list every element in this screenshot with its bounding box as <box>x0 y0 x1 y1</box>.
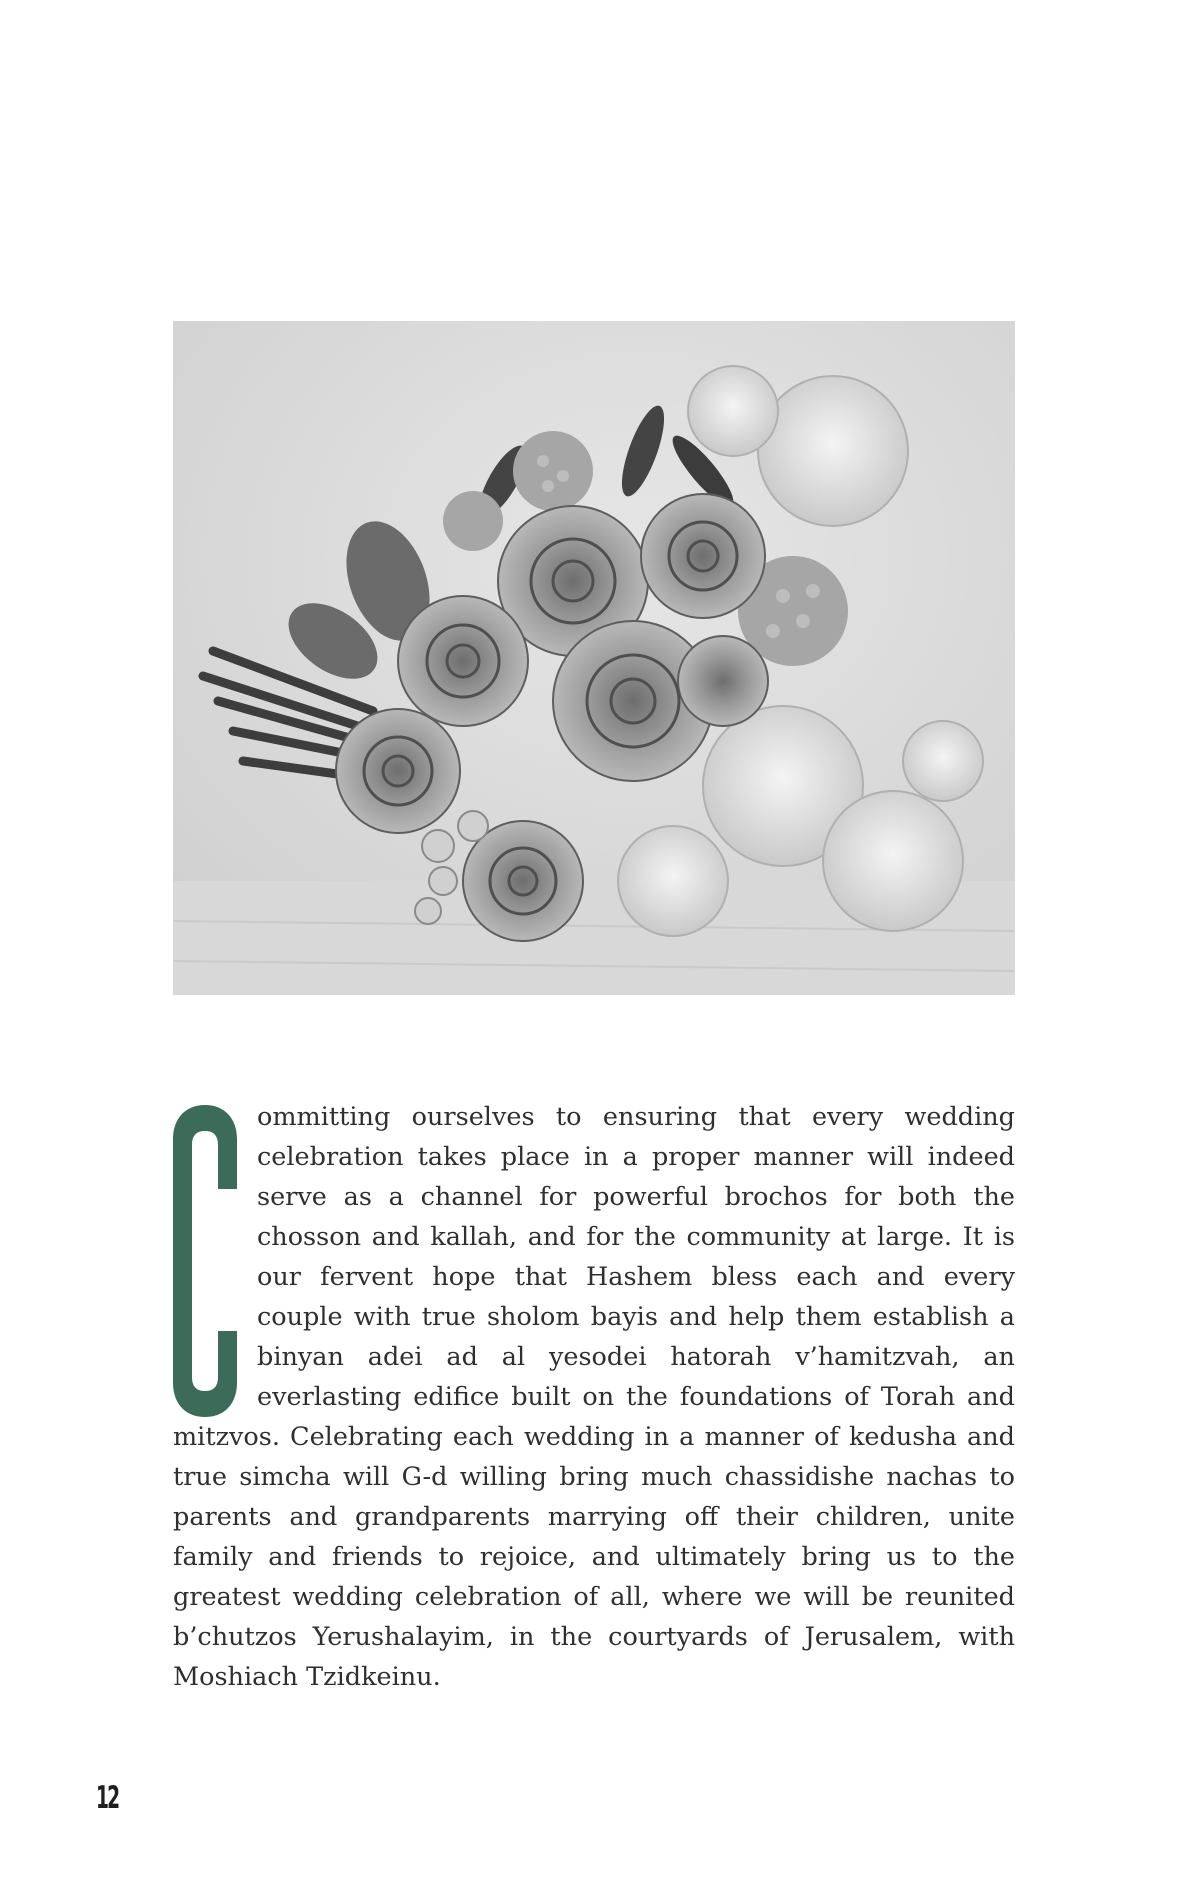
page-number: 12 <box>96 1780 119 1816</box>
drop-cap-letter-c <box>173 1105 237 1417</box>
drop-cap <box>173 1105 237 1417</box>
bouquet-photo <box>173 321 1015 995</box>
article-body <box>173 1097 1015 1697</box>
article-body-text: ommitting ourselves to ensuring that every wedding celebration takes place in a proper manner will indeed serve as a channel for powerful brochos for both the chosson and kallah, and for the community at large. It is our fervent hope that Hashem bless each and every couple with true sholom bayis and help them establish a binyan adei ad al yesodei hatorah v’hamitzvah, an everlasting edifice built on the foundations of Torah and mitzvos. Celebrating each wedding in a manner of kedusha and true simcha will G-d willing bring much chassidishe nachas to parents and grandparents marrying off their children, unite family and friends to rejoice, and ultimately bring us to the greatest wedding celebration of all, where we will be reunited b’chutzos Yerushalayim, in the courtyards of Jerusalem, with Moshiach Tzidkeinu. <box>173 1102 1015 1692</box>
bouquet-illustration <box>173 321 1015 995</box>
